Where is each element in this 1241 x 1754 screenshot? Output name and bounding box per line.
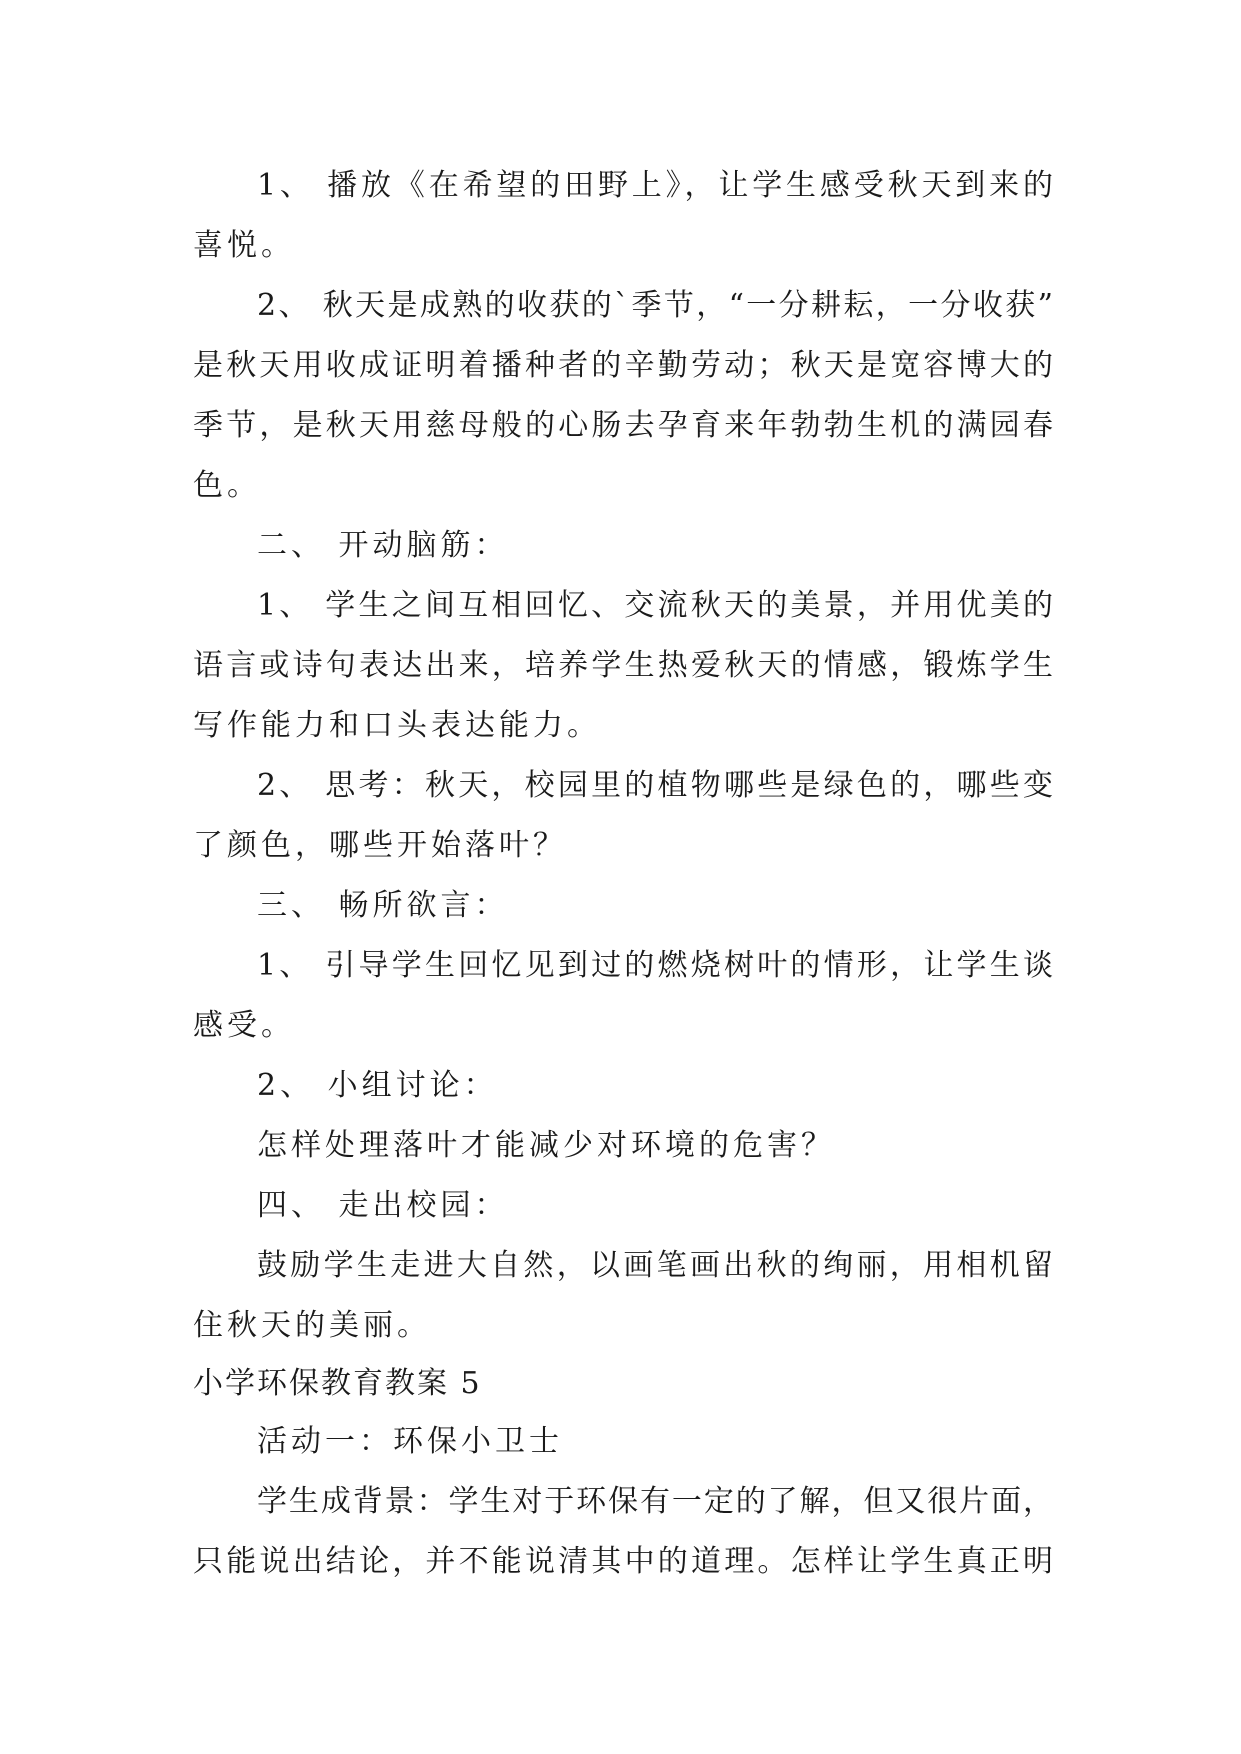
text-line: 住秋天的美丽。	[193, 1308, 431, 1343]
section-heading: 二、 开动脑筋：	[257, 528, 509, 563]
text-line: 季节，是秋天用慈母般的心肠去孕育来年勃勃生机的满园春	[193, 408, 1053, 443]
section-heading: 四、 走出校园：	[257, 1188, 509, 1223]
text-line: 1、 学生之间互相回忆、交流秋天的美景，并用优美的	[257, 588, 1053, 623]
text-line: 2、 小组讨论：	[257, 1068, 498, 1103]
text-line: 感受。	[193, 1008, 295, 1043]
text-line: 写作能力和口头表达能力。	[193, 708, 601, 743]
section-heading: 三、 畅所欲言：	[257, 888, 509, 923]
text-line: 只能说出结论，并不能说清其中的道理。怎样让学生真正明	[193, 1544, 1053, 1579]
text-line: 2、 秋天是成熟的收获的`季节，“一分耕耘，一分收获”	[257, 288, 1053, 323]
text-line: 怎样处理落叶才能减少对环境的危害？	[257, 1128, 835, 1163]
text-line: 2、 思考：秋天，校园里的植物哪些是绿色的，哪些变	[257, 768, 1053, 803]
activity-heading: 活动一：环保小卫士	[257, 1424, 563, 1459]
text-line: 了颜色，哪些开始落叶？	[193, 828, 567, 863]
document-title: 小学环保教育教案 5	[193, 1366, 482, 1401]
text-line: 1、 引导学生回忆见到过的燃烧树叶的情形，让学生谈	[257, 948, 1053, 983]
text-line: 学生成背景：学生对于环保有一定的了解，但又很片面，	[257, 1484, 1053, 1519]
text-line: 喜悦。	[193, 228, 295, 263]
text-line: 语言或诗句表达出来，培养学生热爱秋天的情感，锻炼学生	[193, 648, 1053, 683]
text-line: 1、 播放《在希望的田野上》，让学生感受秋天到来的	[257, 168, 1053, 203]
text-line: 鼓励学生走进大自然，以画笔画出秋的绚丽，用相机留	[257, 1248, 1053, 1283]
text-line: 色。	[193, 468, 261, 503]
text-line: 是秋天用收成证明着播种者的辛勤劳动；秋天是宽容博大的	[193, 348, 1053, 383]
